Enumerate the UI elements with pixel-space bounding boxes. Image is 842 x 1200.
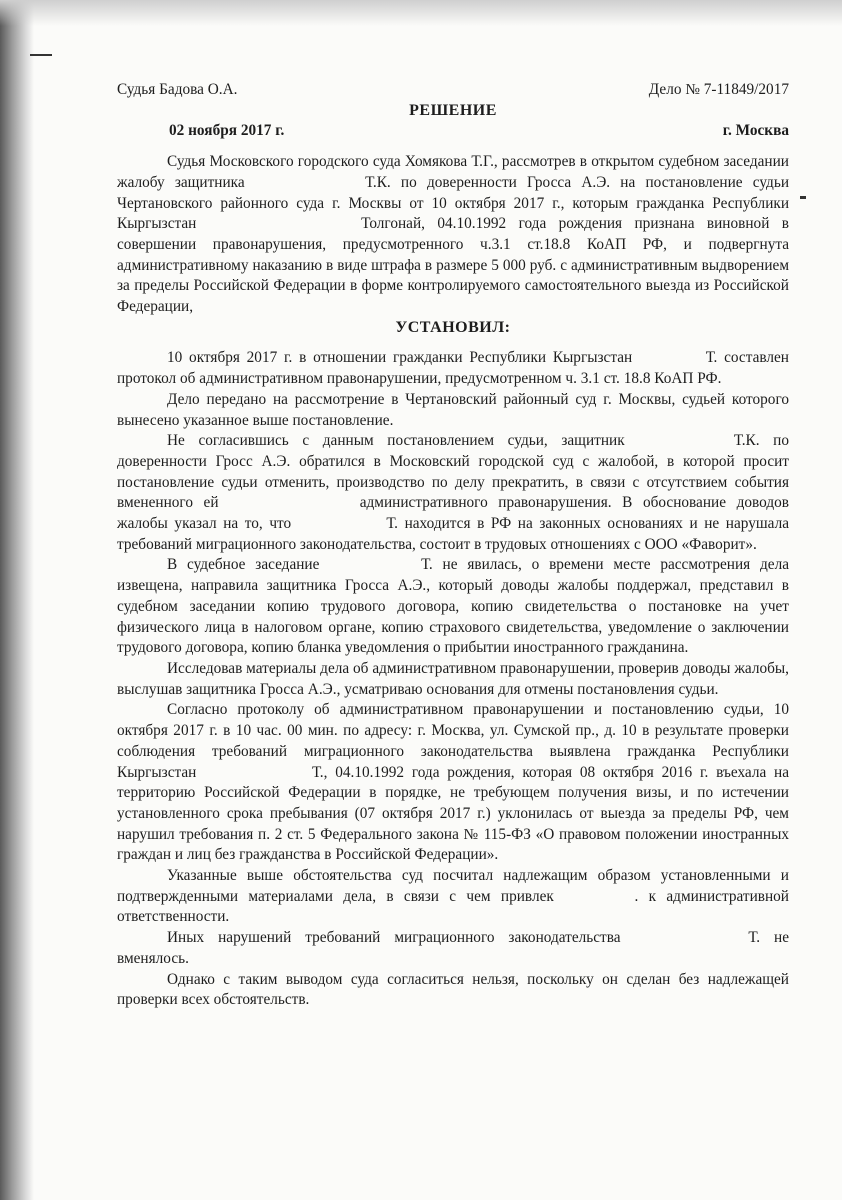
- text: Т. находится в РФ на законных основаниях и не нарушала требований миграционного законодательства, состоит в трудовых отношениях с ООО «Фаворит».: [117, 515, 789, 553]
- text: Не согласившись с данным постановлением судьи, защитник: [167, 432, 625, 450]
- judge-name: Судья Бадова О.А.: [117, 81, 238, 98]
- intro-text-1: Судья Московского городского суда Хомякова Т.Г., рассмотрев в открытом судебном заседании жалобу защитника: [117, 153, 789, 191]
- body-paragraph-8: [117, 928, 789, 969]
- text: Иных нарушений требований миграционного законодательства: [167, 929, 621, 947]
- scan-mark: [30, 54, 52, 56]
- court-decision-page: [117, 80, 789, 1011]
- text: Т., 04.10.1992 года рождения, которая 08 октября 2016 г. въехала на территорию Российской Федерации в порядке, не требующем получения визы, и по истечении установленного срока пребывания (07 октября 2017 г.) уклонилась от выезда за пределы РФ, чем нарушил требования п. 2 ст. 5 Федерального закона № 115-ФЗ «О правовом положении иностранных граждан и лиц без гражданства в Российской Федерации».: [117, 763, 790, 864]
- text: административного правонарушения. В обоснование доводов жалобы указал на то, что: [117, 494, 790, 533]
- body-paragraph-5: Исследовав материалы дела об административном правонарушении, проверив доводы жалобы, выслушав защитника Гросса А.Э., усматриваю основания для отмены постановления судьи.: [117, 659, 789, 698]
- decision-date: 02 ноября 2017 г.: [169, 122, 285, 140]
- decision-city: г. Москва: [722, 122, 789, 140]
- scan-mark: [800, 196, 806, 199]
- text: Указанные выше обстоятельства суд посчитал надлежащим образом установленными и подтвержденными материалами дела, в связи с чем привлек: [117, 867, 789, 905]
- header-row: [117, 80, 789, 101]
- text: Т.К. по доверенности Гросс А.Э. обратился в Московский городской суд с жалобой, в которой просит постановление судьи отменить, производство по делу прекратить, в связи с отсутствием события вмененного ей: [117, 432, 790, 512]
- body-paragraph-7: [117, 866, 789, 928]
- body-paragraph-1: [117, 348, 789, 389]
- text: Т. составлен протокол об административном правонарушении, предусмотренном ч. 3.1 ст. 18.8 КоАП РФ.: [117, 349, 789, 388]
- heading-established: УСТАНОВИЛ:: [395, 318, 511, 336]
- text: Т. не явилась, о времени месте рассмотрения дела извещена, направила защитника Гросса А.Э., который доводы жалобы поддержал, представил в судебном заседании копию трудового договора, копию свидетельства о постановке на учет физического лица в налоговом органе, копию страхового свидетельства, уведомление о заключении трудового договора, копию бланка уведомления о прибытии иностранного гражданина.: [117, 556, 790, 657]
- body-paragraph-3: [117, 431, 789, 555]
- body-paragraph-6: [117, 700, 789, 866]
- body-paragraph-9: Однако с таким выводом суда согласиться нельзя, поскольку он сделан без надлежащей проверки всех обстоятельств.: [117, 970, 789, 1009]
- text: . к административной ответственности.: [117, 887, 789, 926]
- scan-shadow-top: [0, 0, 842, 26]
- date-city-row: [117, 121, 789, 142]
- text: 10 октября 2017 г. в отношении гражданки Республики Кыргызстан: [167, 349, 633, 367]
- body-paragraph-4: [117, 555, 789, 659]
- case-number: Дело № 7-11849/2017: [648, 81, 789, 98]
- text: Т. не вменялось.: [117, 929, 789, 967]
- text: Согласно протоколу об административном правонарушении и постановлению судьи, 10 октября 2017 г. в 10 час. 00 мин. по адресу: г. Москва, ул. Сумской пр., д. 10 в результате проверки соблюдения требований миграционного законодательства выявлена гражданка Республики Кыргызстан: [117, 701, 789, 781]
- document-title: РЕШЕНИЕ: [409, 101, 497, 119]
- intro-text-2: Т.К. по доверенности Гросса А.Э. на постановление судьи Чертановского районного суда г. Москвы от 10 октября 2017 г., которым гражданка Республики Кыргызстан: [117, 173, 789, 233]
- scan-shadow-left: [0, 0, 34, 1200]
- text: В судебное заседание: [167, 556, 320, 574]
- body-paragraph-2: Дело передано на рассмотрение в Чертановский районный суд г. Москвы, судьей которого вынесено указанное выше постановление.: [117, 390, 789, 429]
- intro-text-3: Толгонай, 04.10.1992 года рождения признана виновной в совершении правонарушения, предусмотренного ч.3.1 ст.18.8 КоАП РФ, и подвергнута административному наказанию в виде штрафа в размере 5 000 руб. с административным выдворением за пределы Российской Федерации в форме контролируемого самостоятельного выезда из Российской Федерации,: [117, 215, 789, 316]
- intro-paragraph: [117, 152, 789, 318]
